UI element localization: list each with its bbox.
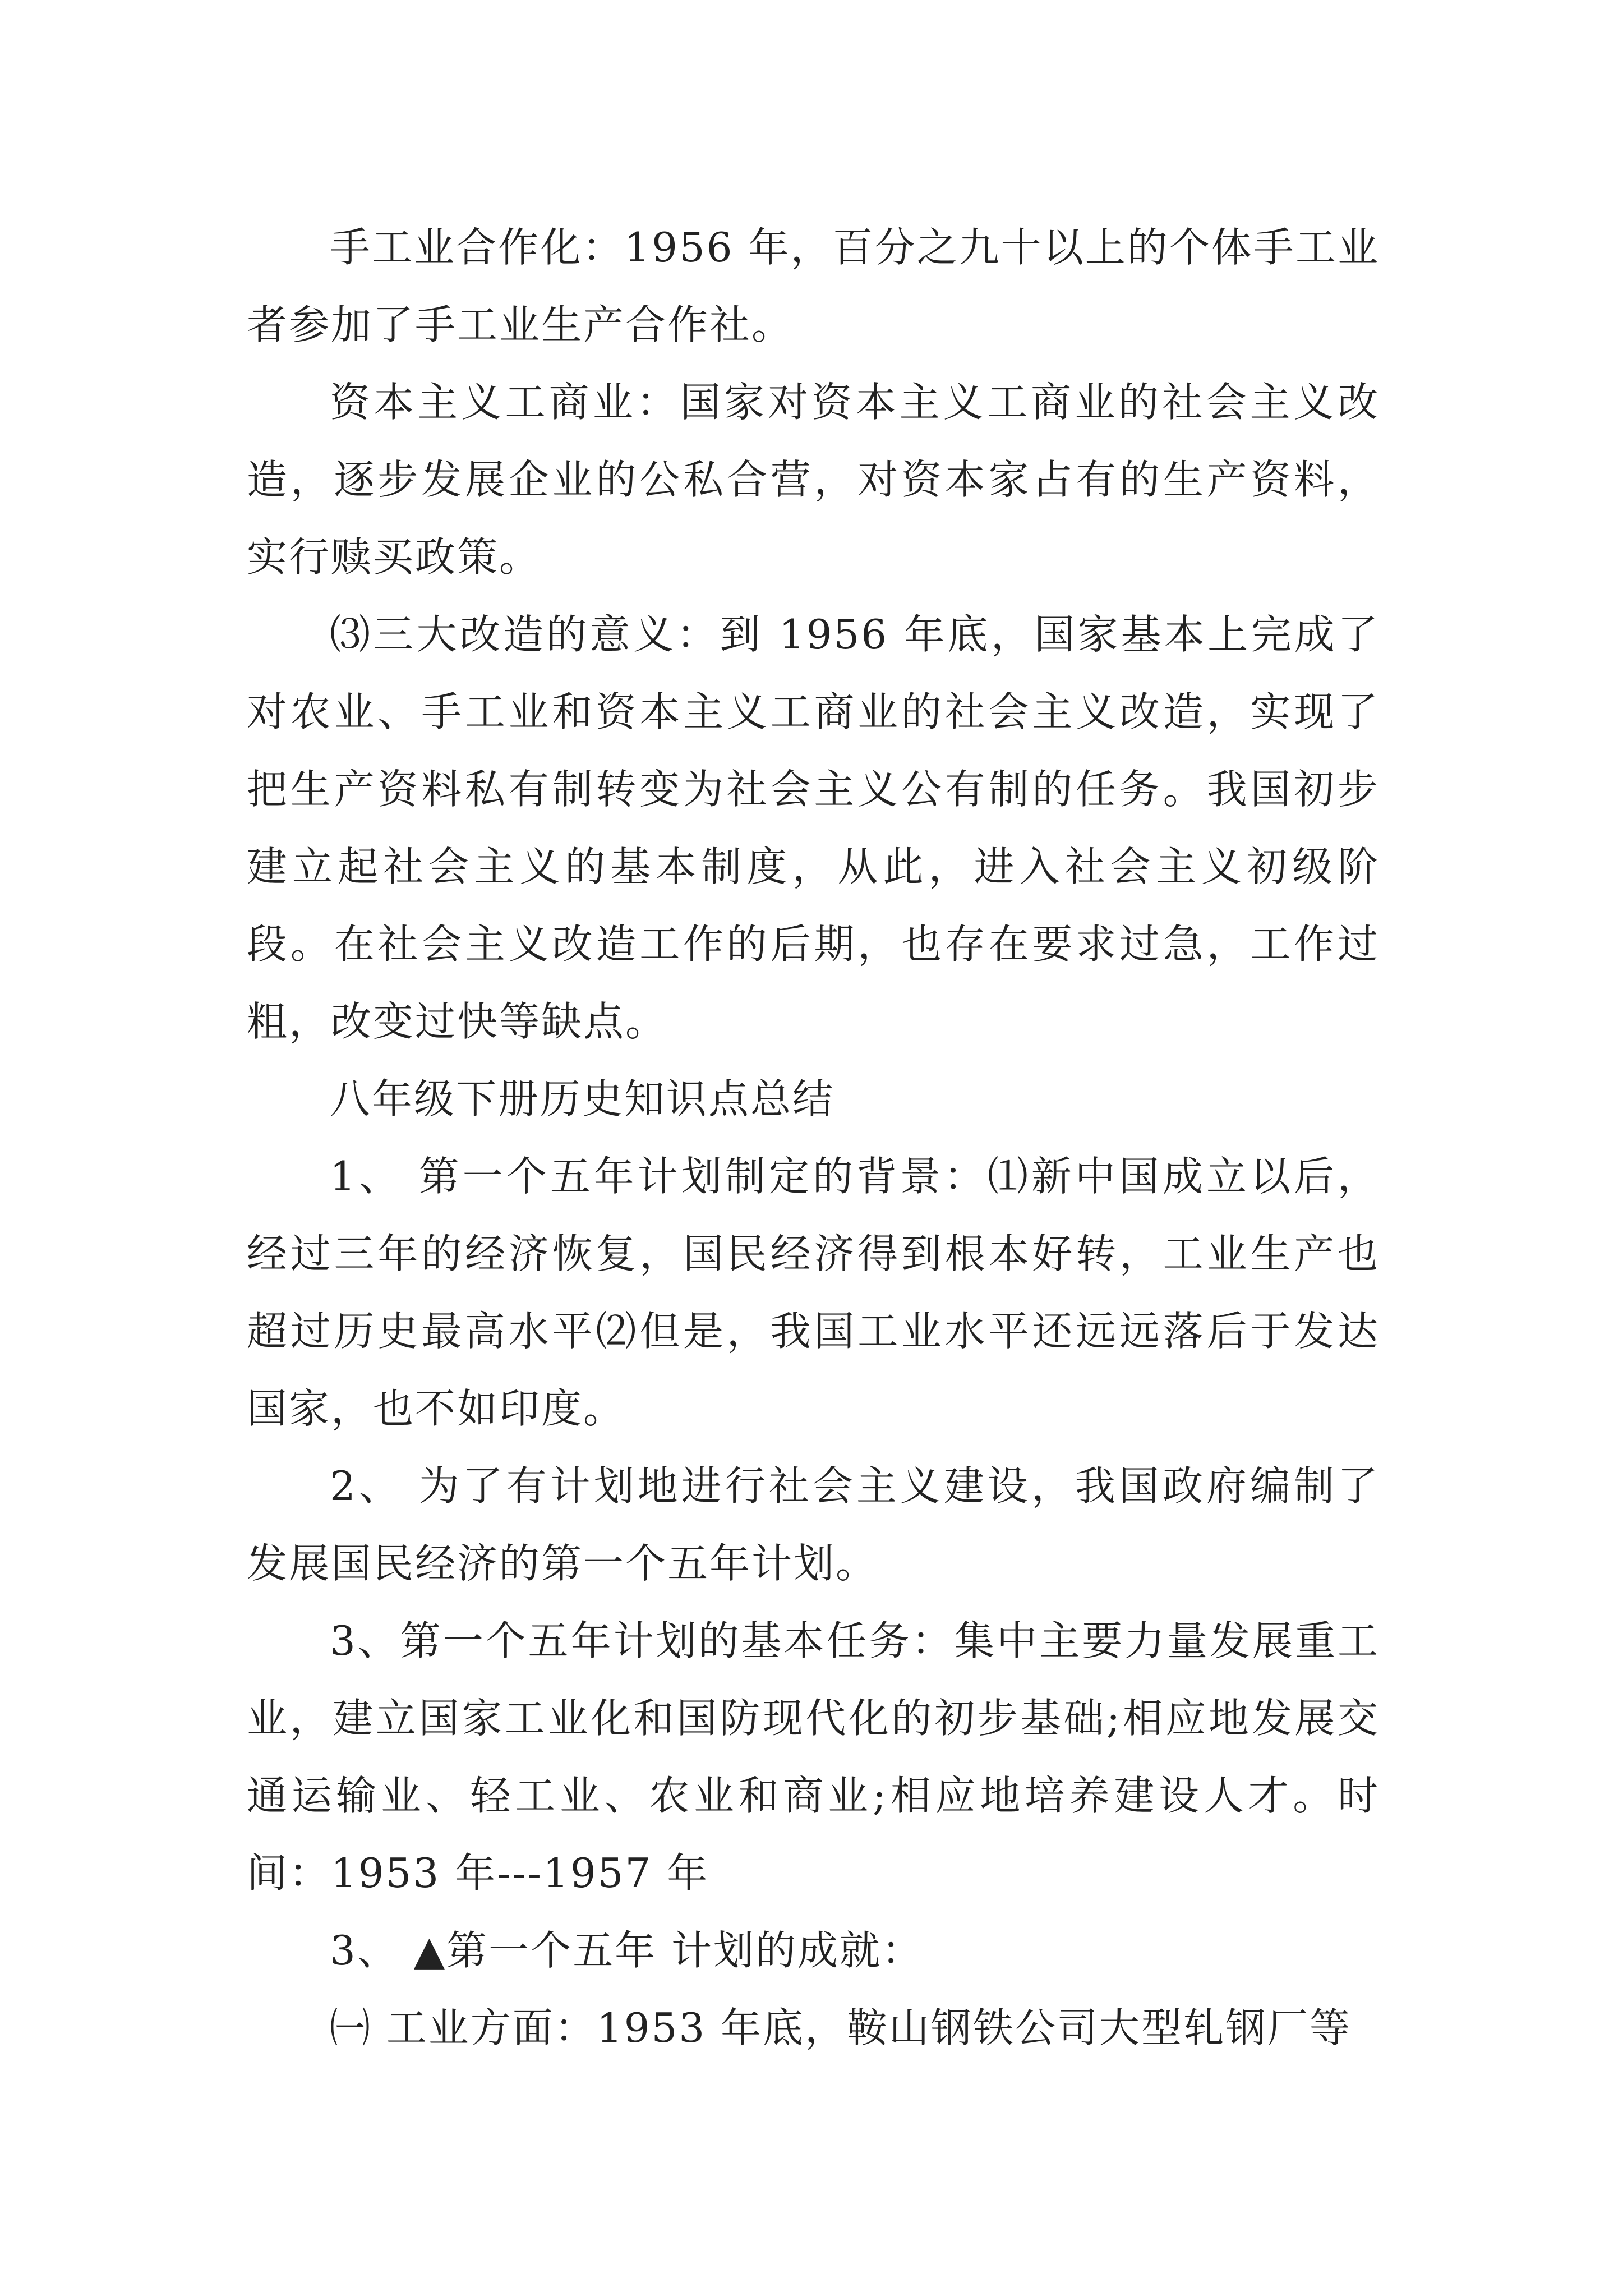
paragraph-industry: ㈠ 工业方面：1953 年底，鞍山钢铁公司大型轧钢厂等 [330,2004,1352,2051]
list-item-plan-background: 1、 第一个五年计划制定的背景：⑴新中国成立以后，经过三年的经济恢复，国民经济得到根本好转，工业生产也超过历史最高水平⑵但是，我国工业水平还远远落后于发达国家，也不如印度。 [247,1153,1380,1432]
section-heading: 八年级下册历史知识点总结 [330,1075,835,1122]
paragraph-transformation-significance: ⑶三大改造的意义：到 1956 年底，国家基本上完成了对农业、手工业和资本主义工商业的社会主义改造，实现了把生产资料私有制转变为社会主义公有制的任务。我国初步建立起社会主义的基本制度，从此，进入社会主义初级阶段。在社会主义改造工作的后期，也存在要求过急，工作过粗，改变过快等缺点。 [247,611,1380,1045]
list-item-plan-achievements: 3、 ▲第一个五年 计划的成就： [330,1927,924,1974]
document-body [247,209,1380,2067]
paragraph-capitalist-industry: 资本主义工商业：国家对资本主义工商业的社会主义改造，逐步发展企业的公私合营，对资本家占有的生产资料，实行赎买政策。 [247,379,1380,581]
paragraph-handicraft: 手工业合作化：1956 年，百分之九十以上的个体手工业者参加了手工业生产合作社。 [247,224,1380,348]
list-item-plan-tasks: 3、第一个五年计划的基本任务：集中主要力量发展重工业，建立国家工业化和国防现代化的初步基础;相应地发展交通运输业、轻工业、农业和商业;相应地培养建设人才。时间：1953 年---1957 年 [247,1617,1380,1897]
list-item-plan-compiled: 2、 为了有计划地进行社会主义建设，我国政府编制了发展国民经济的第一个五年计划。 [247,1462,1380,1587]
